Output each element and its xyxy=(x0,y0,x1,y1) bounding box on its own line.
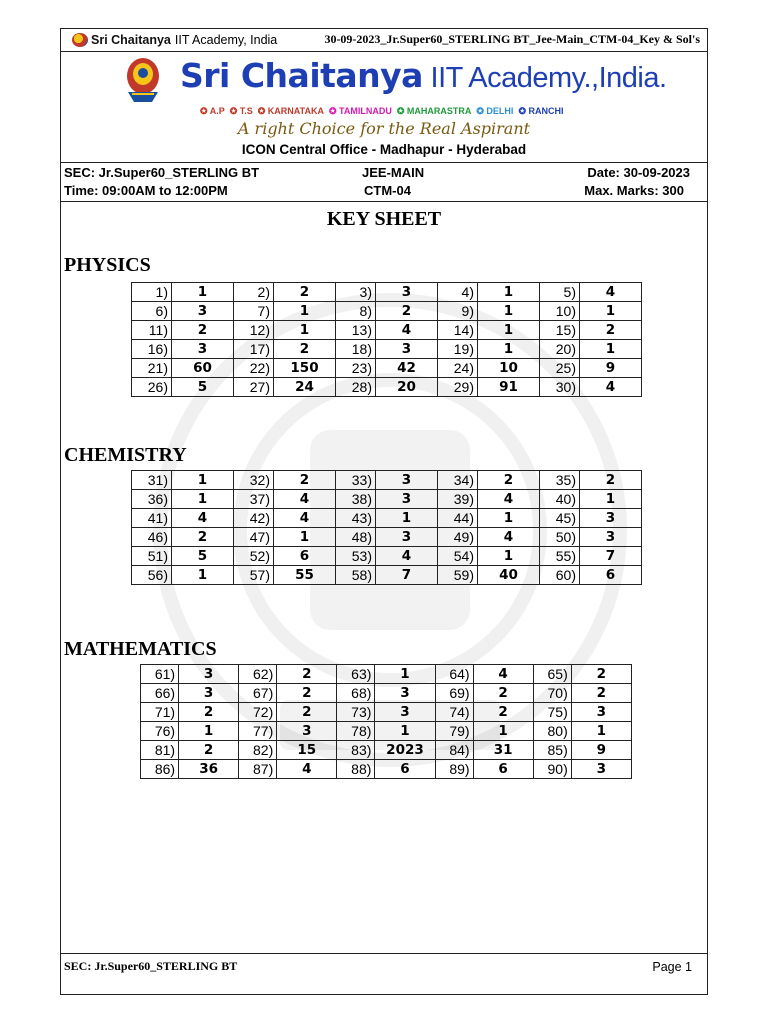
answer-key: 36 xyxy=(179,760,239,779)
question-number: 34) xyxy=(438,471,478,490)
question-number: 66) xyxy=(141,684,179,703)
question-number: 77) xyxy=(239,722,277,741)
question-number: 67) xyxy=(239,684,277,703)
answer-key: 2 xyxy=(277,665,337,684)
answer-key: 3 xyxy=(571,760,631,779)
question-number: 19) xyxy=(438,340,478,359)
answer-key: 1 xyxy=(478,340,540,359)
state-item: ✪ MAHARASTRA xyxy=(396,106,472,116)
question-number: 42) xyxy=(234,509,274,528)
question-number: 46) xyxy=(132,528,172,547)
answer-key: 3 xyxy=(580,509,642,528)
answer-key: 2 xyxy=(277,684,337,703)
question-number: 54) xyxy=(438,547,478,566)
question-number: 50) xyxy=(540,528,580,547)
question-number: 18) xyxy=(336,340,376,359)
answer-key: 1 xyxy=(571,722,631,741)
answer-key: 2 xyxy=(274,340,336,359)
answer-key: 3 xyxy=(179,665,239,684)
question-number: 51) xyxy=(132,547,172,566)
state-item: ✪ TAMILNADU xyxy=(328,106,392,116)
answer-key: 2 xyxy=(376,302,438,321)
question-number: 62) xyxy=(239,665,277,684)
question-number: 59) xyxy=(438,566,478,585)
question-number: 1) xyxy=(132,283,172,302)
question-number: 55) xyxy=(540,547,580,566)
question-number: 69) xyxy=(435,684,473,703)
answer-key: 4 xyxy=(376,547,438,566)
answer-key: 1 xyxy=(580,490,642,509)
letterhead xyxy=(60,52,708,162)
answer-key: 3 xyxy=(376,528,438,547)
state-item: ✪ T.S xyxy=(229,106,253,116)
question-number: 9) xyxy=(438,302,478,321)
question-number: 21) xyxy=(132,359,172,378)
question-number: 57) xyxy=(234,566,274,585)
state-list xyxy=(200,106,568,117)
answer-key: 40 xyxy=(478,566,540,585)
answer-key: 91 xyxy=(478,378,540,397)
answer-key: 6 xyxy=(473,760,533,779)
answer-key: 4 xyxy=(478,528,540,547)
table-row xyxy=(132,471,642,490)
question-number: 4) xyxy=(438,283,478,302)
answer-key: 20 xyxy=(376,378,438,397)
answer-key: 4 xyxy=(376,321,438,340)
central-office: ICON Central Office - Madhapur - Hyderabad xyxy=(241,142,527,157)
institute-title xyxy=(180,54,667,96)
answer-key: 9 xyxy=(580,359,642,378)
question-number: 75) xyxy=(533,703,571,722)
table-row xyxy=(132,321,642,340)
answer-key: 3 xyxy=(376,340,438,359)
question-number: 88) xyxy=(337,760,375,779)
question-number: 87) xyxy=(239,760,277,779)
answer-key: 2 xyxy=(172,321,234,340)
question-number: 85) xyxy=(533,741,571,760)
answer-key: 2 xyxy=(274,471,336,490)
answer-key: 2 xyxy=(478,471,540,490)
question-number: 43) xyxy=(336,509,376,528)
answer-key: 4 xyxy=(580,283,642,302)
table-row xyxy=(132,378,642,397)
question-number: 10) xyxy=(540,302,580,321)
answer-key: 24 xyxy=(274,378,336,397)
question-number: 38) xyxy=(336,490,376,509)
answer-key: 4 xyxy=(274,490,336,509)
question-number: 52) xyxy=(234,547,274,566)
table-row xyxy=(141,703,632,722)
question-number: 44) xyxy=(438,509,478,528)
answer-key: 1 xyxy=(376,509,438,528)
institute-title-rest: IIT Academy.,India. xyxy=(422,62,667,94)
answer-key: 3 xyxy=(179,684,239,703)
answer-key: 1 xyxy=(172,283,234,302)
question-number: 53) xyxy=(336,547,376,566)
answer-key: 1 xyxy=(478,283,540,302)
section-title-physics: PHYSICS xyxy=(64,254,151,276)
answer-key: 2 xyxy=(571,684,631,703)
question-number: 25) xyxy=(540,359,580,378)
question-number: 86) xyxy=(141,760,179,779)
table-row xyxy=(141,684,632,703)
answer-key: 9 xyxy=(571,741,631,760)
institute-title-main: Sri Chaitanya xyxy=(180,56,423,95)
answer-key: 4 xyxy=(274,509,336,528)
question-number: 84) xyxy=(435,741,473,760)
physics-key-table xyxy=(131,282,642,397)
question-number: 64) xyxy=(435,665,473,684)
answer-key: 2 xyxy=(580,321,642,340)
table-row xyxy=(132,509,642,528)
question-number: 90) xyxy=(533,760,571,779)
answer-key: 42 xyxy=(376,359,438,378)
answer-key: 1 xyxy=(478,509,540,528)
question-number: 15) xyxy=(540,321,580,340)
question-number: 89) xyxy=(435,760,473,779)
answer-key: 4 xyxy=(478,490,540,509)
answer-key: 6 xyxy=(274,547,336,566)
answer-key: 6 xyxy=(580,566,642,585)
answer-key: 1 xyxy=(375,665,435,684)
question-number: 48) xyxy=(336,528,376,547)
question-number: 41) xyxy=(132,509,172,528)
answer-key: 3 xyxy=(375,703,435,722)
question-number: 45) xyxy=(540,509,580,528)
answer-key: 3 xyxy=(376,471,438,490)
answer-key: 1 xyxy=(172,471,234,490)
table-row xyxy=(141,741,632,760)
answer-key: 4 xyxy=(172,509,234,528)
question-number: 35) xyxy=(540,471,580,490)
mathematics-key-table xyxy=(140,664,632,779)
answer-key: 2 xyxy=(473,684,533,703)
question-number: 56) xyxy=(132,566,172,585)
question-number: 81) xyxy=(141,741,179,760)
answer-key: 2 xyxy=(179,703,239,722)
question-number: 12) xyxy=(234,321,274,340)
question-number: 31) xyxy=(132,471,172,490)
answer-key: 31 xyxy=(473,741,533,760)
table-row xyxy=(141,760,632,779)
document-top-strip xyxy=(60,28,708,52)
section-name: SEC: Jr.Super60_STERLING BT xyxy=(64,165,260,180)
question-number: 17) xyxy=(234,340,274,359)
question-number: 72) xyxy=(239,703,277,722)
answer-key: 150 xyxy=(274,359,336,378)
question-number: 39) xyxy=(438,490,478,509)
question-number: 47) xyxy=(234,528,274,547)
answer-key: 7 xyxy=(376,566,438,585)
answer-key: 15 xyxy=(277,741,337,760)
page-footer xyxy=(60,953,708,979)
answer-key: 5 xyxy=(172,378,234,397)
state-item: ✪ RANCHI xyxy=(518,106,564,116)
answer-key: 4 xyxy=(277,760,337,779)
question-number: 24) xyxy=(438,359,478,378)
question-number: 37) xyxy=(234,490,274,509)
answer-key: 2 xyxy=(473,703,533,722)
footer-section-name: SEC: Jr.Super60_STERLING BT xyxy=(64,959,238,973)
answer-key: 2023 xyxy=(375,741,435,760)
answer-key: 1 xyxy=(375,722,435,741)
academy-name: IIT Academy, India xyxy=(174,32,278,47)
answer-key: 1 xyxy=(274,302,336,321)
table-row xyxy=(132,302,642,321)
answer-key: 60 xyxy=(172,359,234,378)
key-sheet-title: KEY SHEET xyxy=(326,208,442,230)
question-number: 3) xyxy=(336,283,376,302)
answer-key: 7 xyxy=(580,547,642,566)
question-number: 33) xyxy=(336,471,376,490)
question-number: 2) xyxy=(234,283,274,302)
table-row xyxy=(132,566,642,585)
answer-key: 1 xyxy=(478,321,540,340)
question-number: 11) xyxy=(132,321,172,340)
question-number: 36) xyxy=(132,490,172,509)
answer-key: 1 xyxy=(274,528,336,547)
brand-name: Sri Chaitanya xyxy=(91,32,171,47)
answer-key: 1 xyxy=(478,302,540,321)
answer-key: 1 xyxy=(478,547,540,566)
answer-key: 1 xyxy=(580,302,642,321)
answer-key: 3 xyxy=(375,684,435,703)
institute-emblem-icon xyxy=(122,56,164,106)
exam-date: Date: 30-09-2023 xyxy=(587,165,690,180)
question-number: 79) xyxy=(435,722,473,741)
table-row xyxy=(132,359,642,378)
question-number: 63) xyxy=(337,665,375,684)
question-number: 49) xyxy=(438,528,478,547)
answer-key: 3 xyxy=(277,722,337,741)
exam-info-band xyxy=(60,162,708,202)
question-number: 83) xyxy=(337,741,375,760)
answer-key: 2 xyxy=(580,471,642,490)
table-row xyxy=(141,722,632,741)
answer-key: 10 xyxy=(478,359,540,378)
question-number: 28) xyxy=(336,378,376,397)
answer-key: 1 xyxy=(473,722,533,741)
question-number: 14) xyxy=(438,321,478,340)
answer-key: 55 xyxy=(274,566,336,585)
answer-key: 5 xyxy=(172,547,234,566)
question-number: 30) xyxy=(540,378,580,397)
sri-chaitanya-logo-icon xyxy=(72,33,88,47)
question-number: 5) xyxy=(540,283,580,302)
answer-key: 1 xyxy=(580,340,642,359)
answer-key: 1 xyxy=(179,722,239,741)
table-row xyxy=(132,283,642,302)
question-number: 68) xyxy=(337,684,375,703)
question-number: 58) xyxy=(336,566,376,585)
question-number: 70) xyxy=(533,684,571,703)
test-code: CTM-04 xyxy=(364,183,411,198)
table-row xyxy=(132,340,642,359)
table-row xyxy=(132,490,642,509)
question-number: 82) xyxy=(239,741,277,760)
state-item: ✪ DELHI xyxy=(476,106,514,116)
question-number: 76) xyxy=(141,722,179,741)
question-number: 65) xyxy=(533,665,571,684)
question-number: 29) xyxy=(438,378,478,397)
answer-key: 2 xyxy=(179,741,239,760)
state-item: ✪ KARNATAKA xyxy=(257,106,324,116)
answer-key: 3 xyxy=(376,490,438,509)
tagline: A right Choice for the Real Aspirant xyxy=(237,119,531,138)
answer-key: 2 xyxy=(274,283,336,302)
answer-key: 1 xyxy=(274,321,336,340)
answer-key: 4 xyxy=(473,665,533,684)
section-title-mathematics: MATHEMATICS xyxy=(64,638,217,660)
document-code: 30-09-2023_Jr.Super60_STERLING BT_Jee-Main_CTM-04_Key & Sol's xyxy=(324,32,700,46)
answer-key: 6 xyxy=(375,760,435,779)
max-marks: Max. Marks: 300 xyxy=(584,183,684,198)
answer-key: 2 xyxy=(172,528,234,547)
table-row xyxy=(132,528,642,547)
question-number: 22) xyxy=(234,359,274,378)
question-number: 60) xyxy=(540,566,580,585)
table-row xyxy=(141,665,632,684)
top-strip-brand xyxy=(72,33,277,47)
answer-key: 2 xyxy=(571,665,631,684)
question-number: 20) xyxy=(540,340,580,359)
question-number: 13) xyxy=(336,321,376,340)
answer-key: 3 xyxy=(376,283,438,302)
answer-key: 3 xyxy=(571,703,631,722)
question-number: 32) xyxy=(234,471,274,490)
answer-key: 3 xyxy=(172,302,234,321)
state-item: ✪ A.P xyxy=(200,106,225,116)
question-number: 8) xyxy=(336,302,376,321)
answer-key: 3 xyxy=(580,528,642,547)
question-number: 74) xyxy=(435,703,473,722)
question-number: 23) xyxy=(336,359,376,378)
table-row xyxy=(132,547,642,566)
question-number: 27) xyxy=(234,378,274,397)
question-number: 26) xyxy=(132,378,172,397)
question-number: 7) xyxy=(234,302,274,321)
answer-key: 4 xyxy=(580,378,642,397)
answer-key: 2 xyxy=(277,703,337,722)
question-number: 61) xyxy=(141,665,179,684)
exam-time: Time: 09:00AM to 12:00PM xyxy=(64,183,228,198)
question-number: 6) xyxy=(132,302,172,321)
answer-key: 3 xyxy=(172,340,234,359)
section-title-chemistry: CHEMISTRY xyxy=(64,444,187,466)
question-number: 80) xyxy=(533,722,571,741)
chemistry-key-table xyxy=(131,470,642,585)
question-number: 78) xyxy=(337,722,375,741)
answer-key: 1 xyxy=(172,566,234,585)
page-number: Page 1 xyxy=(652,959,692,974)
exam-type: JEE-MAIN xyxy=(362,165,425,180)
answer-key: 1 xyxy=(172,490,234,509)
question-number: 71) xyxy=(141,703,179,722)
question-number: 40) xyxy=(540,490,580,509)
question-number: 16) xyxy=(132,340,172,359)
question-number: 73) xyxy=(337,703,375,722)
